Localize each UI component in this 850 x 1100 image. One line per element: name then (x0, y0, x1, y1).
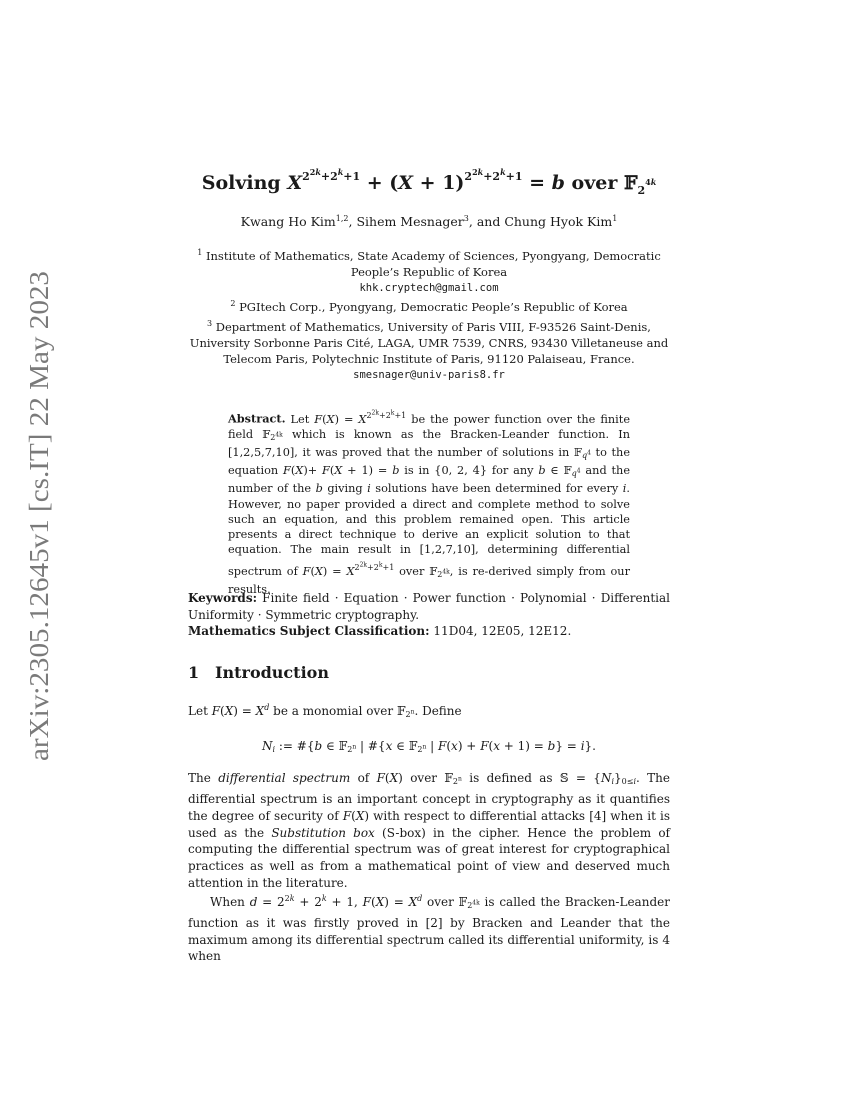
section-heading (188, 663, 329, 682)
email-1[interactable]: khk.cryptech@gmail.com (359, 281, 499, 294)
affiliation-1: $^1$ Institute of Mathematics, State Academy of Sciences, Pyongyang, Democratic People’s Republic of Korea (197, 248, 661, 279)
paragraph-1: Let $F(X) = X^d$ be a monomial over 𝔽$_{2^n}$. Define (188, 703, 462, 719)
affiliations (178, 245, 680, 383)
msc-text: 11D04, 12E05, 12E12. (433, 624, 572, 638)
paragraph-3: When $d = 2^{2k} + 2^k + 1$, $F(X) = X^d$ over 𝔽$_{2^{4k}}$ is called the Bracken-Leander function as it was firstly proved in [2] by Bracken and Leander that the maximum among its differential spectrum called its differential uniformity, is 4 when (188, 894, 670, 964)
title-equation: $X^{2^{2k}+2^k+1} + (X + 1)^{2^{2k}+2^k+1} = b$ over 𝔽$_{2^{4k}}$ (287, 167, 657, 197)
section-number: 1 (188, 663, 200, 682)
paragraph-2: The differential spectrum of F(X) over 𝔽$_{2^n}$ is defined as 𝕊 = $\{N_i\}_{0\le i}$. The differential spectrum is an important concept in cryptography as it quantifies the degree of security of F(X) with respect to differential attacks [4] when it is used as the Substitution box (S-box) in the cipher. Hence the problem of computing the differential spectrum was of great interest for cryptographical practices as well as from a mathematical point of view and deserved much attention in the literature. (188, 771, 671, 890)
body-text (188, 700, 670, 965)
abstract (228, 405, 630, 598)
author-list: Kwang Ho Kim$^{1,2}$, Sihem Mesnager$^3$, and Chung Hyok Kim$^1$ (240, 214, 618, 229)
email-3[interactable]: smesnager@univ-paris8.fr (353, 368, 505, 381)
section-title: Introduction (215, 663, 329, 682)
affiliation-2: $^2$ PGItech Corp., Pyongyang, Democratic People’s Republic of Korea (230, 299, 628, 315)
keywords-block (188, 590, 670, 640)
abstract-label: Abstract. (228, 411, 286, 426)
keywords-label: Keywords: (188, 591, 258, 605)
arxiv-stamp-text: arXiv:2305.12645v1 [cs.IT] 22 May 2023 (24, 306, 54, 761)
title-prefix: Solving (201, 172, 281, 194)
arxiv-stamp (10, 265, 60, 765)
paper-title (188, 152, 670, 211)
keywords-text: Finite field · Equation · Power function · Polynomial · Differential Uniformity · Symmetric cryptography. (188, 591, 670, 622)
msc-label: Mathematics Subject Classification: (188, 624, 430, 638)
display-equation: $N_i$ := #{b ∈ 𝔽$_{2^n}$ | #{x ∈ 𝔽$_{2^n}$ | F(x) + F(x + 1) = b} = i}. (262, 738, 596, 754)
abstract-text: Let $F(X) = X^{2^{2k}+2^k+1}$ be the power function over the finite field 𝔽$_{2^{4k}}$ which is known as the Bracken-Leander function. In [1,2,5,7,10], it was proved that the number of solutions in 𝔽$_{q^4}$ to the equation F(X)+ F(X + 1) = b is in {0, 2, 4} for any b ∈ 𝔽$_{q^4}$ and the number of the b giving i solutions have been determined for every i. However, no paper provided a direct and complete method to solve such an equation, and this problem remained open. This article presents a direct technique to derive an explicit solution to that equation. The main result in [1,2,7,10], determining differential spectrum of $F(X) = X^{2^{2k}+2^k+1}$ over 𝔽$_{2^{4k}}$, is re-derived simply from our results. (228, 409, 631, 597)
affiliation-3: $^3$ Department of Mathematics, University of Paris VIII, F-93526 Saint-Denis, University Sorbonne Paris Cité, LAGA, UMR 7539, CNRS, 93430 Villetaneuse and Telecom Paris, Polytechnic Institute of Paris, 91120 Palaiseau, France. (189, 319, 669, 366)
